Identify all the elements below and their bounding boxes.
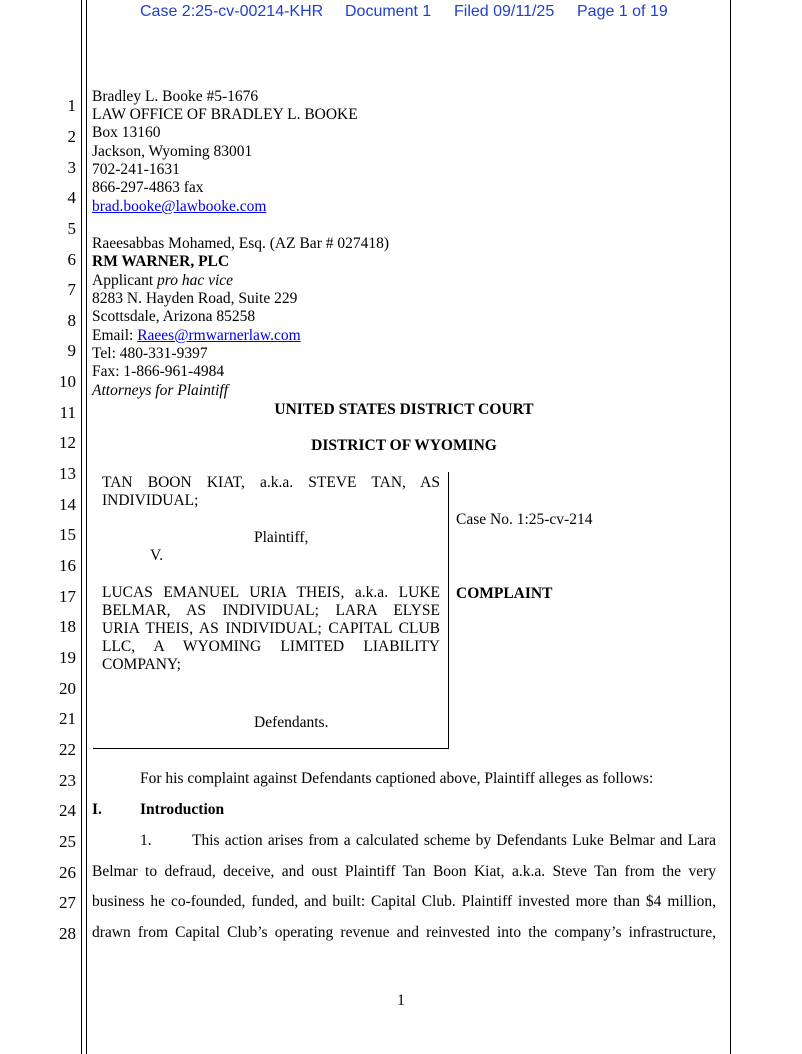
counsel-applicant-line: [92, 272, 233, 290]
line-number: 10: [59, 372, 76, 391]
line-number: 16: [59, 556, 76, 575]
line-number: 28: [59, 924, 76, 943]
line-number: 18: [59, 617, 76, 636]
line-number: 12: [59, 433, 76, 452]
section-title: Introduction: [140, 801, 225, 818]
counsel-booke-fax: 866-297-4863 fax: [92, 179, 204, 196]
defendants-line: URIA THEIS, AS INDIVIDUAL; CAPITAL CLUB: [102, 620, 440, 637]
counsel-warner-tel: Tel: 480-331-9397: [92, 345, 208, 362]
paragraph-line: drawn from Capital Club’s operating revenue and reinvested into the company’s infrastructure,: [92, 924, 716, 941]
line-number: 21: [59, 709, 76, 728]
counsel-warner-city: Scottsdale, Arizona 85258: [92, 308, 256, 325]
counsel-booke-email-link[interactable]: brad.booke@lawbooke.com: [92, 198, 267, 215]
line-number: 27: [59, 893, 76, 912]
applicant-prefix: Applicant: [92, 272, 157, 289]
line-number: 2: [67, 127, 76, 146]
document-title: COMPLAINT: [456, 585, 553, 602]
counsel-booke-city: Jackson, Wyoming 83001: [92, 143, 253, 160]
defendants-line: LUCAS EMANUEL URIA THEIS, a.k.a. LUKE: [102, 584, 440, 601]
defendants-line: BELMAR, AS INDIVIDUAL; LARA ELYSE: [102, 602, 440, 619]
plaintiff-line: INDIVIDUAL;: [102, 492, 199, 509]
header-document: Document 1: [345, 3, 432, 20]
line-number: 13: [59, 464, 76, 483]
line-number: 3: [67, 158, 76, 177]
line-number: 25: [59, 832, 76, 851]
line-number: 15: [59, 525, 76, 544]
counsel-booke-name: Bradley L. Booke #5-1676: [92, 88, 259, 105]
line-number: 5: [67, 219, 76, 238]
margin-rule-left-inner: [86, 0, 87, 1054]
court-district: DISTRICT OF WYOMING: [311, 437, 497, 454]
intro-sentence: For his complaint against Defendants captioned above, Plaintiff alleges as follows:: [140, 770, 654, 787]
counsel-booke-box: Box 13160: [92, 124, 161, 141]
court-name: UNITED STATES DISTRICT COURT: [274, 401, 534, 418]
line-number: 4: [67, 188, 76, 207]
page-number: 1: [397, 992, 405, 1009]
defendants-label: Defendants.: [254, 714, 329, 731]
line-number: 26: [59, 863, 76, 882]
section-number: I.: [92, 801, 102, 818]
paragraph-number: 1.: [140, 832, 152, 849]
counsel-warner-street: 8283 N. Hayden Road, Suite 229: [92, 290, 298, 307]
caption-plaintiff-name: [102, 474, 440, 510]
header-case-number: Case 2:25-cv-00214-KHR: [140, 3, 324, 20]
line-number: 20: [59, 679, 76, 698]
line-number: 1: [67, 96, 76, 115]
header-filed-date: Filed 09/11/25: [454, 3, 555, 20]
pro-hac-vice: pro hac vice: [157, 272, 234, 289]
defendants-line: LLC, A WYOMING LIMITED LIABILITY: [102, 638, 440, 655]
line-number: 19: [59, 648, 76, 667]
case-number: Case No. 1:25-cv-214: [456, 511, 593, 528]
attorneys-for-plaintiff: Attorneys for Plaintiff: [92, 382, 229, 399]
counsel-email-line: [92, 327, 301, 345]
caption-box-right-rule: [448, 472, 449, 749]
email-label: Email:: [92, 327, 138, 344]
margin-rule-left-outer: [81, 0, 82, 1054]
defendants-line: COMPANY;: [102, 656, 181, 673]
counsel-booke-phone: 702-241-1631: [92, 161, 180, 178]
line-number: 24: [59, 801, 76, 820]
caption-box-bottom-rule: [93, 748, 449, 749]
plaintiff-label: Plaintiff,: [254, 529, 309, 546]
line-number: 8: [67, 311, 76, 330]
line-number: 7: [67, 280, 76, 299]
line-number: 22: [59, 740, 76, 759]
counsel-warner-fax: Fax: 1-866-961-4984: [92, 363, 225, 380]
line-number: 11: [59, 403, 76, 422]
line-number: 14: [59, 495, 76, 514]
line-number: 6: [67, 250, 76, 269]
line-number: 17: [59, 587, 76, 606]
header-page-count: Page 1 of 19: [577, 3, 668, 20]
counsel-mohamed-name: Raeesabbas Mohamed, Esq. (AZ Bar # 027418): [92, 235, 390, 252]
line-number: 9: [67, 341, 76, 360]
paragraph-line: Belmar to defraud, deceive, and oust Plaintiff Tan Boon Kiat, a.k.a. Steve Tan from the very: [92, 863, 716, 880]
counsel-warner-email-link[interactable]: Raees@rmwarnerlaw.com: [137, 327, 301, 344]
versus: V.: [150, 547, 164, 564]
plaintiff-line: TAN BOON KIAT, a.k.a. STEVE TAN, AS: [102, 474, 440, 491]
counsel-warner-firm: RM WARNER, PLC: [92, 253, 230, 270]
paragraph-line: This action arises from a calculated scheme by Defendants Luke Belmar and Lara: [192, 832, 716, 849]
paragraph-line: business he co-founded, funded, and built: Capital Club. Plaintiff invested more than $4 million,: [92, 893, 716, 910]
margin-rule-right: [730, 0, 731, 1054]
line-number: 23: [59, 771, 76, 790]
caption-defendants-names: [102, 584, 440, 674]
counsel-booke-firm: LAW OFFICE OF BRADLEY L. BOOKE: [92, 106, 358, 123]
